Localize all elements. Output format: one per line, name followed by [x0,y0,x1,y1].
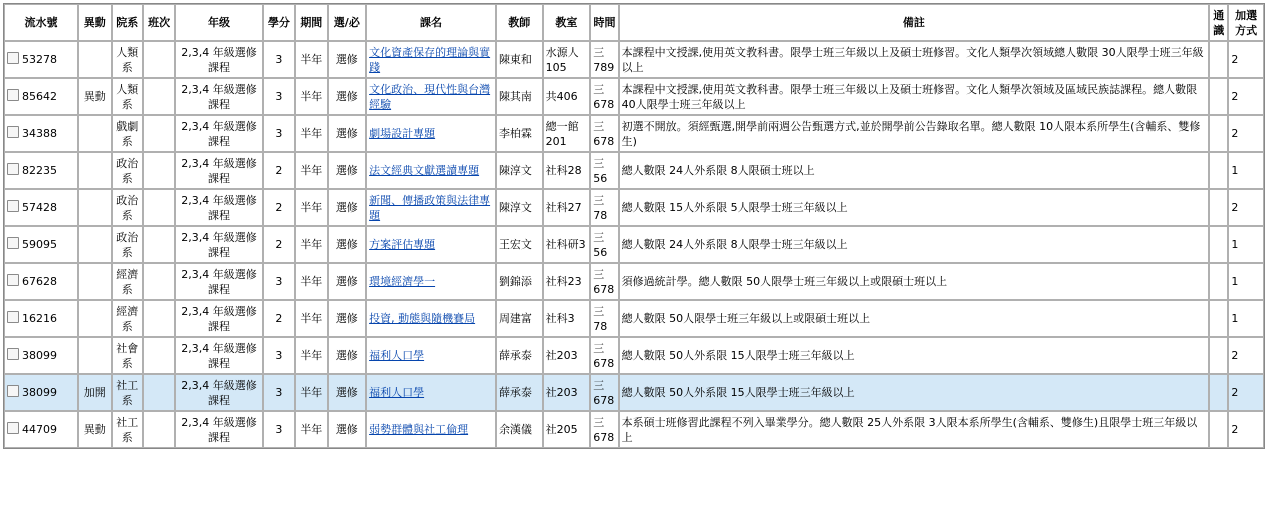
table-row [4,263,1264,300]
class-cell [143,115,175,152]
teacher-cell: 薛承泰 [496,337,543,374]
room-cell: 水源人105 [543,41,591,78]
period-cell: 半年 [295,300,327,337]
table-row [4,337,1264,374]
select-checkbox[interactable] [7,348,19,360]
serial-number: 67628 [22,275,57,288]
serial-cell [4,78,78,115]
grade-cell: 2,3,4 年級選修課程 [175,115,262,152]
course-name-link[interactable]: 文化資產保存的理論與實踐 [369,45,491,74]
course-cell [366,337,496,374]
class-cell [143,189,175,226]
general-cell [1209,337,1228,374]
general-cell [1209,189,1228,226]
table-row [4,189,1264,226]
col-header-dept: 院系 [112,4,143,41]
credit-cell: 3 [263,374,295,411]
teacher-cell: 陳淳文 [496,152,543,189]
course-cell [366,263,496,300]
table-row [4,300,1264,337]
teacher-cell: 王宏文 [496,226,543,263]
class-cell [143,78,175,115]
grade-cell: 2,3,4 年級選修課程 [175,41,262,78]
class-cell [143,411,175,448]
period-cell: 半年 [295,152,327,189]
room-cell: 社205 [543,411,591,448]
serial-number: 38099 [22,386,57,399]
period-cell: 半年 [295,189,327,226]
teacher-cell: 周建富 [496,300,543,337]
col-header-room: 教室 [543,4,591,41]
note-cell: 總人數限 24人外系限 8人限碩士班以上 [619,152,1209,189]
course-name-link[interactable]: 福利人口學 [369,349,425,362]
table-row [4,78,1264,115]
serial-number: 38099 [22,349,57,362]
table-row [4,41,1264,78]
grade-cell: 2,3,4 年級選修課程 [175,226,262,263]
credit-cell: 3 [263,78,295,115]
period-cell: 半年 [295,411,327,448]
time-cell: 三678 [590,374,618,411]
serial-cell [4,226,78,263]
dept-cell: 人類系 [112,41,143,78]
type-cell: 選修 [328,78,367,115]
room-cell: 社科研3 [543,226,591,263]
dept-cell: 社工系 [112,411,143,448]
credit-cell: 2 [263,226,295,263]
course-cell [366,374,496,411]
type-cell: 選修 [328,337,367,374]
table-row [4,411,1264,448]
general-cell [1209,41,1228,78]
type-cell: 選修 [328,152,367,189]
teacher-cell: 陳東和 [496,41,543,78]
period-cell: 半年 [295,115,327,152]
time-cell: 三78 [590,300,618,337]
time-cell: 三56 [590,226,618,263]
select-checkbox[interactable] [7,237,19,249]
col-header-general: 通識 [1209,4,1228,41]
note-cell: 總人數限 50人限學士班三年級以上或限碩士班以上 [619,300,1209,337]
time-cell: 三678 [590,263,618,300]
credit-cell: 3 [263,115,295,152]
col-header-teacher: 教師 [496,4,543,41]
course-cell [366,411,496,448]
course-table [3,3,1265,449]
time-cell: 三56 [590,152,618,189]
general-cell [1209,78,1228,115]
dept-cell: 人類系 [112,78,143,115]
col-header-time: 時間 [590,4,618,41]
period-cell: 半年 [295,41,327,78]
course-name-link[interactable]: 環境經濟學一 [369,275,436,288]
change-cell [78,152,111,189]
course-cell [366,78,496,115]
credit-cell: 3 [263,411,295,448]
class-cell [143,300,175,337]
change-cell: 異動 [78,411,111,448]
method-cell: 2 [1228,41,1264,78]
dept-cell: 經濟系 [112,300,143,337]
note-cell: 須修過統計學。總人數限 50人限學士班三年級以上或限碩士班以上 [619,263,1209,300]
dept-cell: 社會系 [112,337,143,374]
col-header-course: 課名 [366,4,496,41]
serial-cell [4,189,78,226]
col-header-method: 加選方式 [1228,4,1264,41]
general-cell [1209,226,1228,263]
type-cell: 選修 [328,263,367,300]
period-cell: 半年 [295,337,327,374]
time-cell: 三678 [590,78,618,115]
select-checkbox[interactable] [7,200,19,212]
note-cell: 本系碩士班修習此課程不列入畢業學分。總人數限 25人外系限 3人限本系所學生(含輔系、雙修生)且限學士班三年級以上 [619,411,1209,448]
serial-cell [4,374,78,411]
general-cell [1209,411,1228,448]
class-cell [143,263,175,300]
method-cell: 1 [1228,226,1264,263]
room-cell: 社科27 [543,189,591,226]
change-cell [78,300,111,337]
note-cell: 初選不開放。須經甄選,開學前兩週公告甄選方式,並於開學前公告錄取名單。總人數限 10人限本系所學生(含輔系、雙修生) [619,115,1209,152]
serial-number: 53278 [22,53,57,66]
class-cell [143,41,175,78]
teacher-cell: 陳其南 [496,78,543,115]
method-cell: 2 [1228,115,1264,152]
serial-number: 59095 [22,238,57,251]
course-cell [366,189,496,226]
credit-cell: 3 [263,263,295,300]
select-checkbox[interactable] [7,274,19,286]
course-name-link[interactable]: 方案評估專題 [369,238,436,251]
col-header-note: 備註 [619,4,1209,41]
serial-number: 82235 [22,164,57,177]
serial-cell [4,152,78,189]
serial-cell [4,41,78,78]
col-header-class: 班次 [143,4,175,41]
serial-cell [4,337,78,374]
grade-cell: 2,3,4 年級選修課程 [175,263,262,300]
credit-cell: 3 [263,41,295,78]
time-cell: 三789 [590,41,618,78]
method-cell: 2 [1228,337,1264,374]
note-cell: 本課程中文授課,使用英文教科書。限學士班三年級以上及碩士班修習。文化人類學次領域總人數限 30人限學士班三年級以上 [619,41,1209,78]
table-row [4,115,1264,152]
select-checkbox[interactable] [7,89,19,101]
course-cell [366,226,496,263]
serial-cell [4,115,78,152]
class-cell [143,374,175,411]
type-cell: 選修 [328,374,367,411]
course-name-link[interactable]: 新聞、傳播政策與法律專題 [369,193,491,222]
course-name-link[interactable]: 福利人口學 [369,386,425,399]
table-row [4,226,1264,263]
grade-cell: 2,3,4 年級選修課程 [175,78,262,115]
course-name-link[interactable]: 投資, 動態與隨機賽局 [369,312,476,325]
serial-number: 44709 [22,423,57,436]
change-cell: 加開 [78,374,111,411]
class-cell [143,152,175,189]
change-cell [78,41,111,78]
select-checkbox[interactable] [7,385,19,397]
method-cell: 1 [1228,263,1264,300]
change-cell [78,263,111,300]
course-cell [366,152,496,189]
note-cell: 總人數限 24人外系限 8人限學士班三年級以上 [619,226,1209,263]
grade-cell: 2,3,4 年級選修課程 [175,374,262,411]
room-cell: 社203 [543,374,591,411]
dept-cell: 政治系 [112,152,143,189]
credit-cell: 3 [263,337,295,374]
change-cell: 異動 [78,78,111,115]
course-cell [366,41,496,78]
serial-number: 85642 [22,90,57,103]
period-cell: 半年 [295,374,327,411]
select-checkbox[interactable] [7,422,19,434]
dept-cell: 社工系 [112,374,143,411]
grade-cell: 2,3,4 年級選修課程 [175,337,262,374]
class-cell [143,226,175,263]
class-cell [143,337,175,374]
table-header-row [4,4,1264,41]
serial-cell [4,300,78,337]
grade-cell: 2,3,4 年級選修課程 [175,411,262,448]
col-header-grade: 年级 [175,4,262,41]
method-cell: 2 [1228,374,1264,411]
grade-cell: 2,3,4 年級選修課程 [175,189,262,226]
grade-cell: 2,3,4 年級選修課程 [175,300,262,337]
general-cell [1209,115,1228,152]
credit-cell: 2 [263,189,295,226]
select-checkbox[interactable] [7,52,19,64]
course-name-link[interactable]: 弱勢群體與社工倫理 [369,423,469,436]
general-cell [1209,152,1228,189]
change-cell [78,115,111,152]
time-cell: 三678 [590,411,618,448]
change-cell [78,337,111,374]
note-cell: 總人數限 50人外系限 15人限學士班三年級以上 [619,374,1209,411]
type-cell: 選修 [328,41,367,78]
dept-cell: 政治系 [112,226,143,263]
change-cell [78,226,111,263]
col-header-change: 異動 [78,4,111,41]
method-cell: 2 [1228,411,1264,448]
room-cell: 總一館201 [543,115,591,152]
general-cell [1209,300,1228,337]
dept-cell: 經濟系 [112,263,143,300]
col-header-serial: 流水號 [4,4,78,41]
teacher-cell: 陳淳文 [496,189,543,226]
type-cell: 選修 [328,300,367,337]
col-header-period: 期間 [295,4,327,41]
col-header-type: 選/必 [328,4,367,41]
credit-cell: 2 [263,152,295,189]
type-cell: 選修 [328,189,367,226]
method-cell: 2 [1228,78,1264,115]
course-cell [366,115,496,152]
course-name-link[interactable]: 劇場設計專題 [369,127,436,140]
select-checkbox[interactable] [7,126,19,138]
period-cell: 半年 [295,263,327,300]
table-row [4,374,1264,411]
method-cell: 2 [1228,189,1264,226]
change-cell [78,189,111,226]
select-checkbox[interactable] [7,311,19,323]
grade-cell: 2,3,4 年級選修課程 [175,152,262,189]
general-cell [1209,263,1228,300]
room-cell: 社203 [543,337,591,374]
table-row [4,152,1264,189]
time-cell: 三78 [590,189,618,226]
col-header-credit: 學分 [263,4,295,41]
period-cell: 半年 [295,78,327,115]
course-cell [366,300,496,337]
room-cell: 共406 [543,78,591,115]
teacher-cell: 李柏霖 [496,115,543,152]
credit-cell: 2 [263,300,295,337]
room-cell: 社科23 [543,263,591,300]
course-name-link[interactable]: 文化政治、現代性與台灣經驗 [369,82,491,111]
room-cell: 社科3 [543,300,591,337]
course-name-link[interactable]: 法文經典文獻選讀專題 [369,164,480,177]
serial-number: 34388 [22,127,57,140]
note-cell: 本課程中文授課,使用英文教科書。限學士班三年級以上及碩士班修習。文化人類學次領域及區域民族誌課程。總人數限 40人限學士班三年級以上 [619,78,1209,115]
time-cell: 三678 [590,337,618,374]
type-cell: 選修 [328,411,367,448]
select-checkbox[interactable] [7,163,19,175]
period-cell: 半年 [295,226,327,263]
serial-cell [4,411,78,448]
dept-cell: 政治系 [112,189,143,226]
teacher-cell: 劉錦添 [496,263,543,300]
teacher-cell: 薛承泰 [496,374,543,411]
note-cell: 總人數限 50人外系限 15人限學士班三年級以上 [619,337,1209,374]
method-cell: 1 [1228,152,1264,189]
method-cell: 1 [1228,300,1264,337]
serial-number: 16216 [22,312,57,325]
type-cell: 選修 [328,226,367,263]
general-cell [1209,374,1228,411]
type-cell: 選修 [328,115,367,152]
note-cell: 總人數限 15人外系限 5人限學士班三年級以上 [619,189,1209,226]
serial-number: 57428 [22,201,57,214]
time-cell: 三678 [590,115,618,152]
serial-cell [4,263,78,300]
dept-cell: 戲劇系 [112,115,143,152]
teacher-cell: 余漢儀 [496,411,543,448]
room-cell: 社科28 [543,152,591,189]
